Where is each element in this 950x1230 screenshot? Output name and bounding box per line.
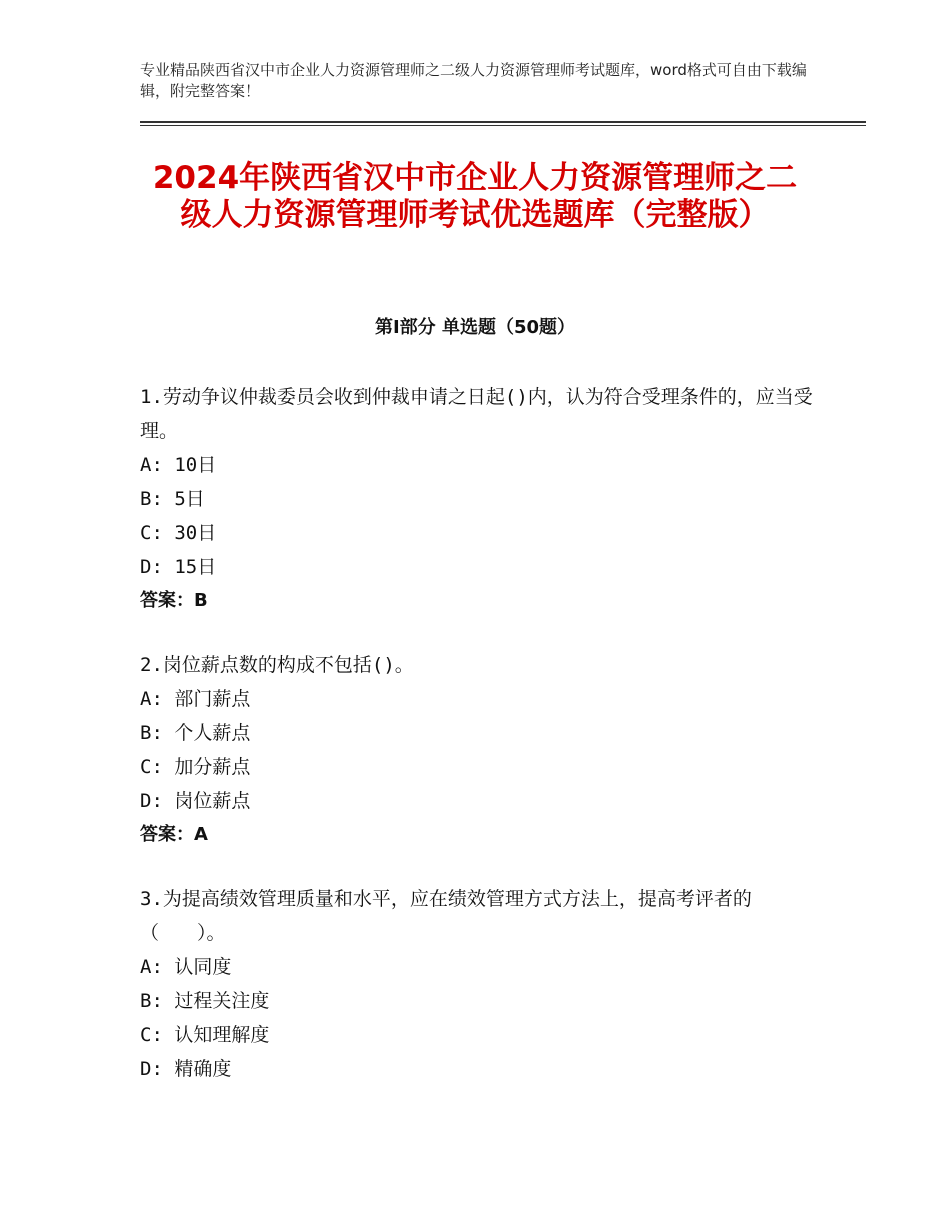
question-3 bbox=[140, 882, 830, 1086]
option-b: B: 5日 bbox=[140, 488, 205, 510]
document-title: 2024年陕西省汉中市企业人力资源管理师之二级人力资源管理师考试优选题库（完整版） bbox=[152, 160, 798, 233]
option-c: C: 认知理解度 bbox=[140, 1024, 270, 1046]
header-divider-thin bbox=[140, 125, 866, 126]
option-c: C: 加分薪点 bbox=[140, 756, 251, 778]
option-a: A: 认同度 bbox=[140, 956, 232, 978]
answer-line: 答案：B bbox=[140, 590, 208, 611]
option-b: B: 个人薪点 bbox=[140, 722, 251, 744]
header-divider bbox=[140, 121, 866, 123]
question-stem: 2.岗位薪点数的构成不包括()。 bbox=[140, 654, 414, 676]
option-d: D: 精确度 bbox=[140, 1058, 232, 1080]
header-note: 专业精品陕西省汉中市企业人力资源管理师之二级人力资源管理师考试题库，word格式可自由下载编辑，附完整答案！ bbox=[140, 61, 807, 100]
question-list bbox=[140, 380, 830, 1116]
option-a: A: 10日 bbox=[140, 454, 217, 476]
section-title: 第Ⅰ部分 单选题（50题） bbox=[374, 317, 575, 338]
question-1 bbox=[140, 380, 830, 618]
option-d: D: 岗位薪点 bbox=[140, 790, 251, 812]
option-c: C: 30日 bbox=[140, 522, 217, 544]
question-stem: 3.为提高绩效管理质量和水平，应在绩效管理方式方法上，提高考评者的（ ）。 bbox=[140, 888, 752, 944]
option-a: A: 部门薪点 bbox=[140, 688, 251, 710]
answer-line: 答案：A bbox=[140, 824, 208, 845]
question-stem: 1.劳动争议仲裁委员会收到仲裁申请之日起()内，认为符合受理条件的，应当受理。 bbox=[140, 386, 813, 442]
option-b: B: 过程关注度 bbox=[140, 990, 270, 1012]
option-d: D: 15日 bbox=[140, 556, 217, 578]
question-2 bbox=[140, 648, 830, 852]
